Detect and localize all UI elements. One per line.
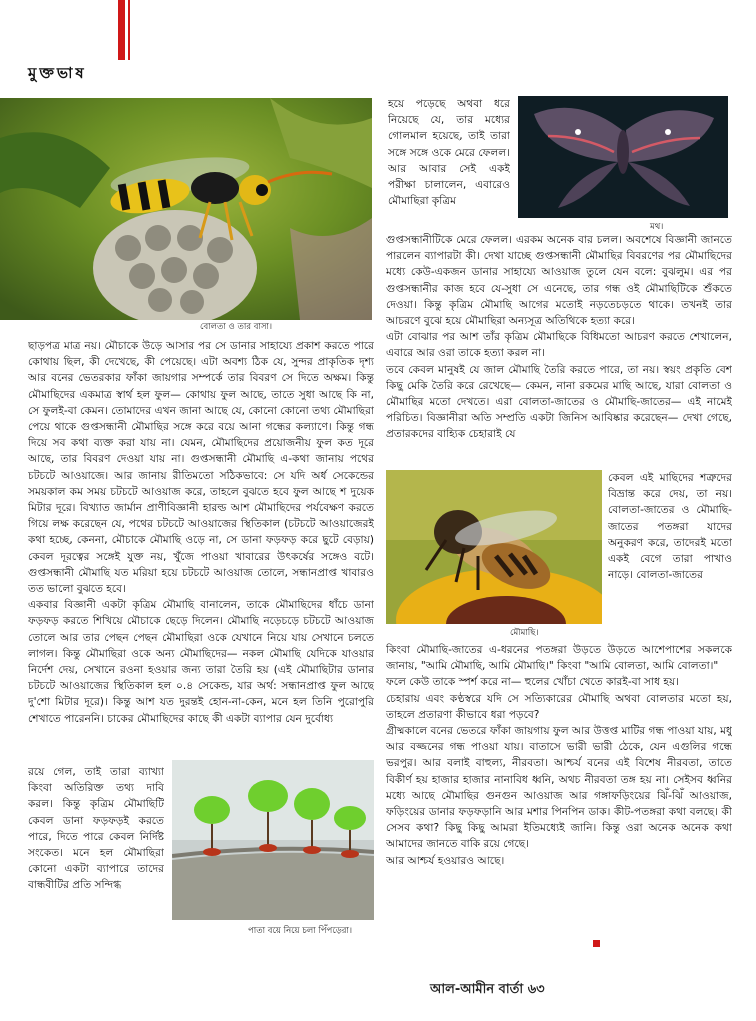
article-end-mark <box>593 940 600 947</box>
wasp-caption: বোলতা ও তার বাসা। <box>200 322 273 332</box>
right-column-beside-bee-text: কেবল এই মাছিদের শত্রুদের বিভ্রান্ত করে দেয়, তা নয়। বোলতা-জাতের ও মৌমাছি-জাতের পতঙ্গরা যাদের অনুকরণ করে, তাদেরই মতো একই বেগে তারা পাখাও নাড়ে। বোলতা-জাতের <box>608 472 732 582</box>
ants-photo <box>172 760 374 920</box>
moth-caption: মথ। <box>650 222 664 232</box>
ants-caption: পাতা বয়ে নিয়ে চলা পিঁপড়েরা। <box>248 926 352 936</box>
right-column-top-text: হয়ে পড়েছে অথবা ধরে নিয়েছে যে, তার মধ্যের গোলমাল হয়েছে, তাই তারা সঙ্গে সঙ্গে ওকে মেরে ফেলল। আর আবার সেই একই পরীক্ষা চালালেন, এবারেও মৌমাছিরা কৃত্রিম <box>388 98 510 208</box>
page-footer <box>430 980 545 1001</box>
bee-caption: মৌমাছি। <box>510 628 539 638</box>
wasp-photo <box>0 98 372 320</box>
right-column-lower-text: কিংবা মৌমাছি-জাতের এ-ধরনের পতঙ্গরা উড়তে উড়তে আশেপাশের সকলকে জানায়, "আমি মৌমাছি, আমি মৌমাছি।" কিংবা "আমি বোলতা, আমি বোলতা।" ফলে কেউ তাকে স্পর্শ করে না— হুলের খোঁচা খেতে কারই-বা সাধ হয়। চেহারায় এবং কণ্ঠস্বরে যদি সে সত্যিকারের মৌমাছি অথবা বোলতার মতো হয়, তাহলে প্রতারণা কীভাবে ধরা পড়বে? গ্রীষ্মকালে বনের ভেতরে ফাঁকা জায়গায় ফুল আর উত্তপ্ত মাটির গন্ধ পাওয়া যায়, মধু আর বজ্জনের গন্ধ পাওয়া যায়। বাতাসে ভারী ভারী ঠেকে, যেন এগুলির গন্ধে ভরপুর। আর বলাই বাহুল্য, নীরবতা। আশ্চর্য বনের এই বিশেষ নীরবতা, তাতে বিকীর্ণ হয় হাজার হাজার নানাবিধ ধ্বনি, অথচ নীরবতা তঙ্গ হয় না। সেইসব ধ্বনির মধ্যে আছে মৌমাছির গুনগুন আওয়াজ আর গঙ্গাফড়িংয়ের ঝিঁ-ঝিঁ আওয়াজ, ফড়িংয়ের ডানার ফড়ফড়ানি আর মশার পিনপিন ডাক। কীট-পতঙ্গরা কথা বলছে। কী সেসব কথা? কিছু কিছু আমরা ইতিমধ্যেই জানি। কিন্তু ওরা অনেক অনেক কথা আমাদের জানতে বাকি রয়ে গেছে। আর আশ্চর্য হওয়ারও আছে। <box>386 644 732 867</box>
left-column-bottom-text: রয়ে গেল, তাই তারা ব্যাখ্যা কিংবা অতিরিক্ত তথ্য দাবি করল। কিন্তু কৃত্রিম মৌমাছিটি কেবল ডানা ফড়ফড়ই করতে পারে, দিতে পারে কেবল নির্দিষ্ট সংকেত। মনে হল মৌমাছিরা কোনো একটা ব্যাপারে তাদের বান্ধবীটির প্রতি সন্দিগ্ধ <box>28 766 164 892</box>
header-red-bar <box>118 0 125 60</box>
right-column-middle-text: গুপ্তসন্ধানীটিকে মেরে ফেলল। এরকম অনেক বার চলল। অবশেষে বিজ্ঞানী জানতে পারলেন ব্যাপারটা কী। দেখা যাচ্ছে গুপ্তসন্ধানী মৌমাছির বিবরণের পর মৌমাছিদের মধ্যে কেউ-একজন ডানার সাহায্যে আওয়াজ তুলে যেন বলে: বুঝলুম। এর পর গুপ্তসন্ধানীর কাজ হবে যে-সুধা সে এনেছে, তার গন্ধ ওই মৌমাছিটিকে শুঁকতে দেওয়া। কিন্তু কৃত্রিম মৌমাছি আগের মতোই নড়তেচড়তে থাকে। তখনই তার আচরণে বুঝে হয়ে মৌমাছিরা অন্যসূত্র অতিথিকে হত্যা করে। এটা বোঝার পর আশ তাঁর কৃত্রিম মৌমাছিকে বিধিমতো আচরণ করতে শেখালেন, এবারে আর ওরা তাকে হত্যা করল না। তবে কেবল মানুষই যে জাল মৌমাছি তৈরি করতে পারে, তা নয়। স্বয়ং প্রকৃতি বেশ কিছু মেকি তৈরি করে রেখেছে— কেমন, নানা রকমের মাছি আছে, যারা বোলতা ও মৌমাছির মতো দেখতে। এরা বোলতা-জাতের ও মৌমাছি-জাতের— এই নামেই পরিচিত। বিজ্ঞানীরা অতি সম্প্রতি একটা জিনিস আবিষ্কার করেছেন— দেখা গেছে, প্রতারকদের বাহ্যিক চেহারাই যে <box>386 234 732 441</box>
header-red-line <box>128 0 130 60</box>
section-title: মুক্তভাষ <box>28 64 87 82</box>
magazine-name: আল-আমীন বার্তা <box>430 982 524 997</box>
left-column-main-text: ছাড়পত্র মাত্র নয়। মৌচাকে উড়ে আসার পর সে ডানার সাহায্যে প্রকাশ করতে পারে কোথায় ছিল, কী দেখেছে, কী পেয়েছে। এটা অবশ্য ঠিক যে, সুন্দর প্রাকৃতিক দৃশ্য আর বনের ভেতরকার ফাঁকা জায়গার সম্পর্কে তার বিবরণ সে দিতে অক্ষম। কিন্তু মৌমাছিদের একমাত্র স্বার্থ হল ফুল— কোথায় ফুল আছে, তাতে সুধা আছে কি না, সে ফুলই-বা কেমন। তোমাদের এখন জানা আছে যে, কোনো কোনো তথ্য মৌমাছিরা পেয়ে থাকে গুপ্তসন্ধানী মৌমাছির সঙ্গে করে বয়ে আনা গন্ধের কল্যাণে। কিন্তু গন্ধ দিয়ে সব কথা ব্যক্ত করা যায় না। যেমন, মৌমাছিদের প্রয়োজনীয় ফুল কত দূরে আছে, তার বিবরণ দেওয়া যায় না। গুপ্তসন্ধানী মৌমাছি এ-কথা জানায় পথের চটচটে আওয়াজে। আর জানায় রীতিমতো সঠিকভাবে: সে যদি অর্ধ সেকেন্ডের সময়কাল কম সময় চটচটে আওয়াজ করে, তাহলে বুঝতে হবে ফুল আছে শ দুয়েক মিটার দূরে। বিখ্যাত জার্মান প্রাণীবিজ্ঞানী হারল্ড আশ মৌমাছিদের পর্যবেক্ষণ করতে গিয়ে লক্ষ করেছেন যে, পথের চটচটে আওয়াজের স্থিতিকাল (চটচটে আওয়াজেরই কথা হচ্ছে, কেননা, মৌচাকে মৌমাছি ওড়ে না, সে ডানা ফড়ফড় করে ছুটে বেড়ায়) কেবল দূরত্বের সঙ্গেই যুক্ত নয়, খুঁজে পাওয়া খাবারের উৎকর্ষের সঙ্গেও বটে। গুপ্তসন্ধানী মৌমাছি যত মরিয়া হয়ে চটচটে আওয়াজ তোলে, সন্ধানপ্রাপ্ত খাবারও তত ভালো বুঝতে হবে। একবার বিজ্ঞানী একটা কৃত্রিম মৌমাছি বানালেন, তাকে মৌমাছিদের ধাঁচে ডানা ফড়ফড় করতে শিখিয়ে মৌচাকে ছেড়ে দিলেন। মৌমাছি নড়েচড়ে চটচটে আওয়াজ তোলে আর তার পেছন পেছন মৌমাছিরা ওকে যেখানে নিয়ে যায় সেখানে চলতে লাগল। কিন্তু মৌমাছিরা ওকে অন্য মৌমাছিদের— নকল মৌমাছি যেদিকে যাওয়ার নির্দেশ দেয়, সেখানে রওনা হওয়ার জন্য তারা তৈরি হয় (এই মৌমাছিটার ডানার চটচটে আওয়াজের স্থিতিকাল হল ০.৪ সেকেন্ড, যার অর্থ: সন্ধানপ্রাপ্ত ফুল আছে দু'শো মিটার দূরে)। কিন্তু আশ যত দুরন্তই হোন-না-কেন, মনে হল তিনি পুরোপুরি শেখাতে পারেননি। চাকের মৌমাছিদের কাছে কী একটা ব্যাপার যেন দুর্বোধ্য <box>28 340 374 725</box>
moth-photo <box>518 96 728 218</box>
page-number: ৬৩ <box>527 982 545 997</box>
bee-photo <box>386 470 602 624</box>
